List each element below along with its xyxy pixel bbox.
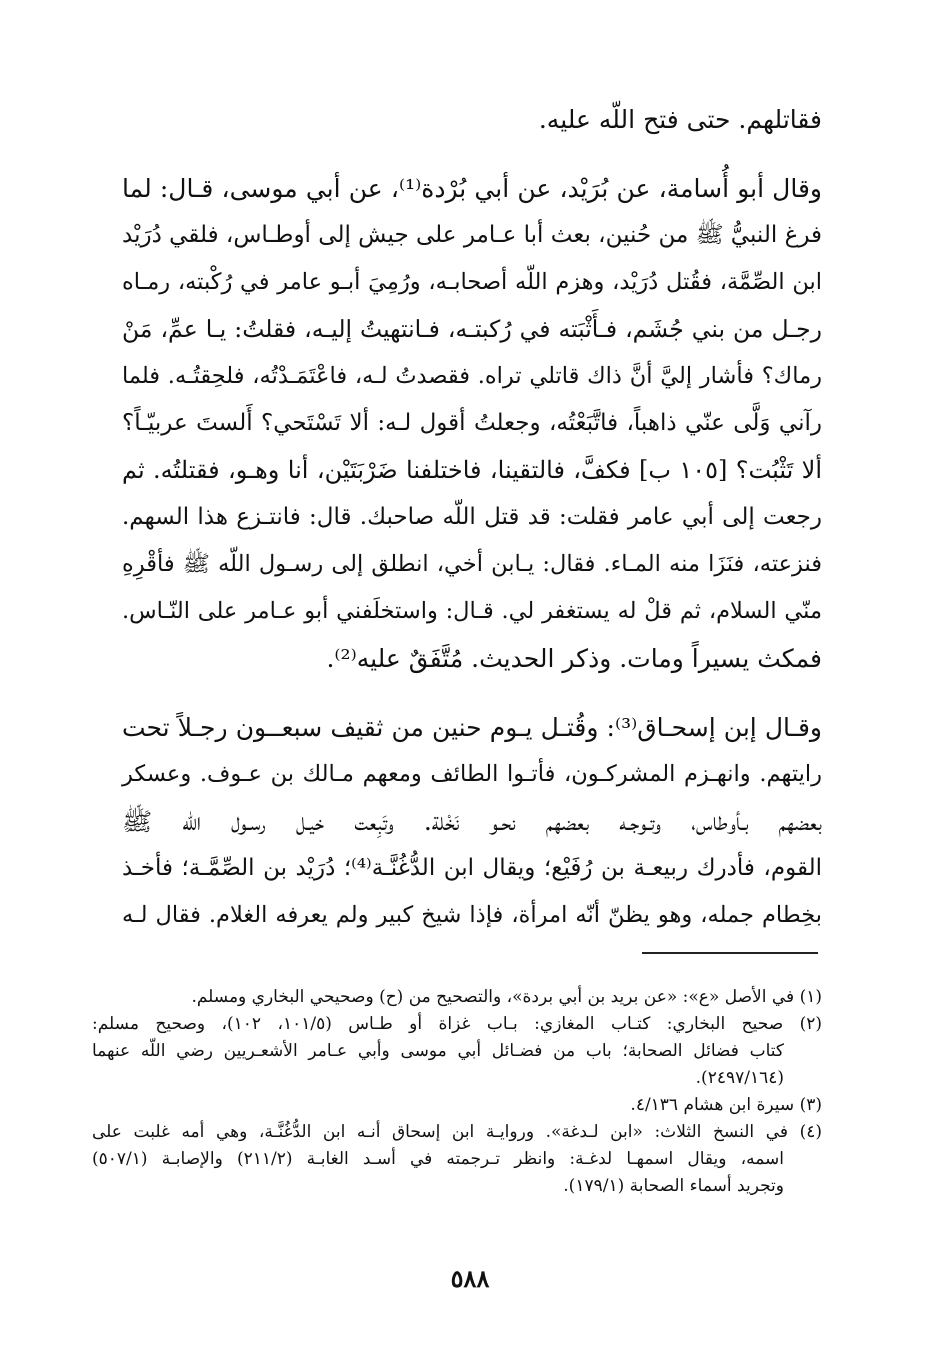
page-number: ٥٨٨ [450, 1264, 490, 1293]
text-line: رماك؟ فأشار إليَّ أنَّ ذاك قاتلي تراه. فقصدتُ لـه، فاعْتَمَـدْتُه، فلحِقتُـه. فلما [122, 363, 822, 389]
text-line: رآني وَلَّى عنّي ذاهباً، فاتَّبَعْتُه، وجعلتُ أقول لـه: ألا تَسْتَحي؟ أَلستَ عربيّـاً؟ [122, 410, 822, 436]
text-line: بعضهم بـأوطاس، وتـوجـه بعضهم نحـو نَخْلة. وتَبِعت خيـل رسـول اللّه ﷺ [122, 807, 822, 836]
text-line: فمكث يسيراً ومات. وذكر الحديث. مُتَّفَقٌ عليه⁽²⁾. [326, 644, 822, 673]
text-line: منّي السلام، ثم قلْ له يستغفر لي. قـال: واستخلَفني أبو عـامر على النّـاس. [122, 598, 822, 624]
text-line: رجـل من بني جُشَم، فـأَثْبَته في رُكبتـه، فـانتهيتُ إليـه، فقلتُ: يـا عمِّ، مَنْ [122, 315, 822, 343]
footnote-4 [92, 1119, 822, 1200]
footnote-line: (٢) صحيح البخاري: كتـاب المغازي: بـاب غزاة أو طـاس (١٠١/٥، ١٠٢)، وصحيح مسلم: [92, 1014, 822, 1034]
footnotes [92, 984, 822, 1200]
footnote-line: كتاب فضائل الصحابة؛ باب من فضـائل أبي موسى وأبي عـامر الأشعـريين رضي اللّه عنهما [92, 1041, 784, 1061]
footnote-1 [92, 984, 822, 1011]
footnote-line: اسمه، ويقال اسمهـا لدغـة: وانظر تـرجمته في أسـد الغابـة (٢١١/٢) والإصابـة (٥٠٧/١) [92, 1149, 784, 1169]
text-line: وقـال إبن إسحـاق⁽³⁾: وقُتـل يـوم حنين من ثقيف سبعــون رجـلاً تحت [122, 713, 822, 742]
paragraph-gap [122, 682, 822, 704]
text-line: فقاتلهم. حتى فتح اللّه عليه. [538, 105, 822, 134]
text-line: رجعت إلى أبي عامر فقلت: قد قتل اللّه صاحبك. قال: فانتـزع هذا السهم. [122, 504, 822, 530]
text-line: ابن الصِّمَّة، فقُتل دُرَيْد، وهزم اللّه أصحابـه، ورُمِيَ أبـو عامر في رُكْبته، رمـاه [122, 269, 822, 295]
footnote-line: (٤) في النسخ الثلاث: «ابن لـدغة». وروايـة ابن إسحاق أنـه ابن الدُّغُنَّـة، وهي أمه غلبت على [92, 1122, 822, 1142]
footnote-line: وتجريد أسماء الصحابة (١٧٩/١). [563, 1176, 784, 1196]
text-line: رايتهم. وانهـزم المشركـون، فأتـوا الطائف ومعهم مـالك بن عـوف. وعسكر [122, 761, 822, 787]
footnote-2 [92, 1011, 822, 1092]
text-line: فرغ النبيُّ ﷺ من حُنين، بعث أبا عـامر على جيش إلى أوطـاس، فلقي دُرَيْد [122, 222, 822, 248]
text-line: فنزعته، فنَزَا منه المـاء. فقال: يـابن أخي، انطلق إلى رسـول اللّه ﷺ فأقْرِهِ [122, 551, 822, 577]
footnote-line: (٢٤٩٧/١٦٤). [695, 1068, 784, 1088]
footnote-line: (٣) سيرة ابن هشام ٤/١٣٦. [630, 1095, 822, 1115]
footnote-divider [642, 952, 818, 954]
main-text [122, 96, 822, 939]
text-line: بخِطام جمله، وهو يظنّ أنّه امرأة، فإذا شيخ كبير ولم يعرفه الغلام. فقال لـه [122, 902, 822, 928]
paragraph-gap [122, 143, 822, 165]
text-line: القوم، فأدرك ربيعـة بن رُفَيْع؛ ويقال ابن الدُّغُنَّـة⁽⁴⁾؛ دُرَيْد بن الصِّمَّـة؛ فأخـذ [122, 855, 822, 881]
text-line: وقال أبو أُسامة، عن بُرَيْد، عن أبي بُرْدة⁽¹⁾، عن أبي موسى، قـال: لما [122, 174, 822, 203]
text-line: ألا تَثْبُت؟ [١٠٥ ب] فكفَّ، فالتقينا، فاختلفنا ضَرْبَتَيْن، أنا وهـو، فقتلتُه. ثم [122, 456, 822, 484]
footnote-line: (١) في الأصل «ع»: «عن بريد بن أبي بردة»، والتصحيح من (ح) وصحيحي البخاري ومسلم. [191, 987, 822, 1007]
footnote-3 [92, 1092, 822, 1119]
